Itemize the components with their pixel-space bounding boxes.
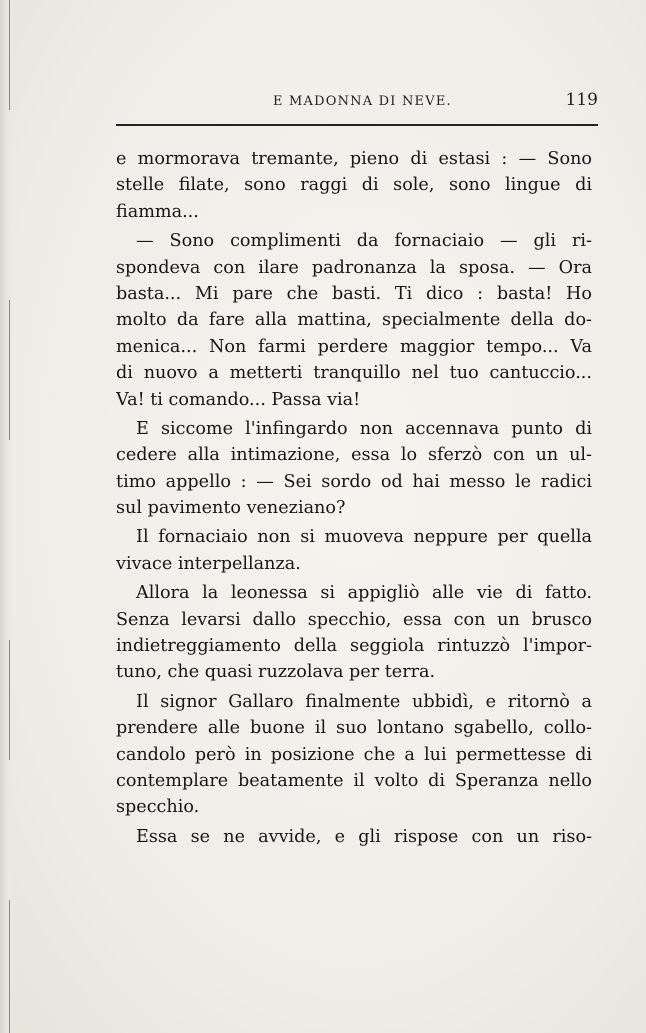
text-line: menica... Non farmi perdere maggior tempo... Va [116,336,592,357]
text-line: sul pavimento veneziano? [116,498,346,519]
running-head [116,90,598,114]
text-line: timo appello : — Sei sordo od hai messo le radici [116,471,592,492]
text-line: molto da fare alla mattina, specialmente della do- [116,310,592,331]
text-line: tuno, che quasi ruzzolava per terra. [116,662,436,683]
text-line: spondeva con ilare padronanza la sposa. — Ora [116,257,592,278]
page-gutter [0,0,14,1033]
text-line: Allora la leonessa si appigliò alle vie di fatto. [136,583,592,604]
text-line: stelle filate, sono raggi di sole, sono lingue di [116,175,592,196]
text-line: basta... Mi pare che basti. Ti dico : basta! Ho [116,283,592,304]
text-line: candolo però in posizione che a lui permettesse di [116,744,592,765]
text-line: fiamma... [116,201,199,222]
text-line: cedere alla intimazione, essa lo sferzò con un ul- [116,445,592,466]
text-line: prendere alle buone il suo lontano sgabello, collo- [116,718,592,739]
running-title: E MADONNA DI NEVE. [273,94,452,109]
text-line: vivace interpellanza. [116,553,301,574]
text-line: e mormorava tremante, pieno di estasi : — Sono [116,149,592,169]
body-text [116,146,592,850]
header-rule [116,124,598,126]
text-line: Va! ti comando... Passa via! [116,389,361,410]
gutter-edge-line [9,0,10,110]
text-line: indietreggiamento della seggiola rintuzzò l'impor- [116,636,592,657]
text-line: Il fornaciaio non si muoveva neppure per quella [136,527,592,548]
text-line: specchio. [116,797,200,818]
text-line: E siccome l'infingardo non accennava punto di [136,418,592,439]
text-line: — Sono complimenti da fornaciaio — gli ri- [136,231,592,252]
text-line: contemplare beatamente il volto di Speranza nello [116,770,592,791]
gutter-edge-line [9,900,10,1033]
text-line: di nuovo a metterti tranquillo nel tuo cantuccio... [116,363,592,384]
page-number: 119 [565,90,598,110]
text-line: Essa se ne avvide, e gli rispose con un riso- [136,826,592,847]
gutter-edge-line [9,300,10,440]
gutter-edge-line [9,640,10,760]
text-line: Senza levarsi dallo specchio, essa con un brusco [116,609,592,630]
text-line: Il signor Gallaro finalmente ubbidì, e ritornò a [136,691,592,712]
